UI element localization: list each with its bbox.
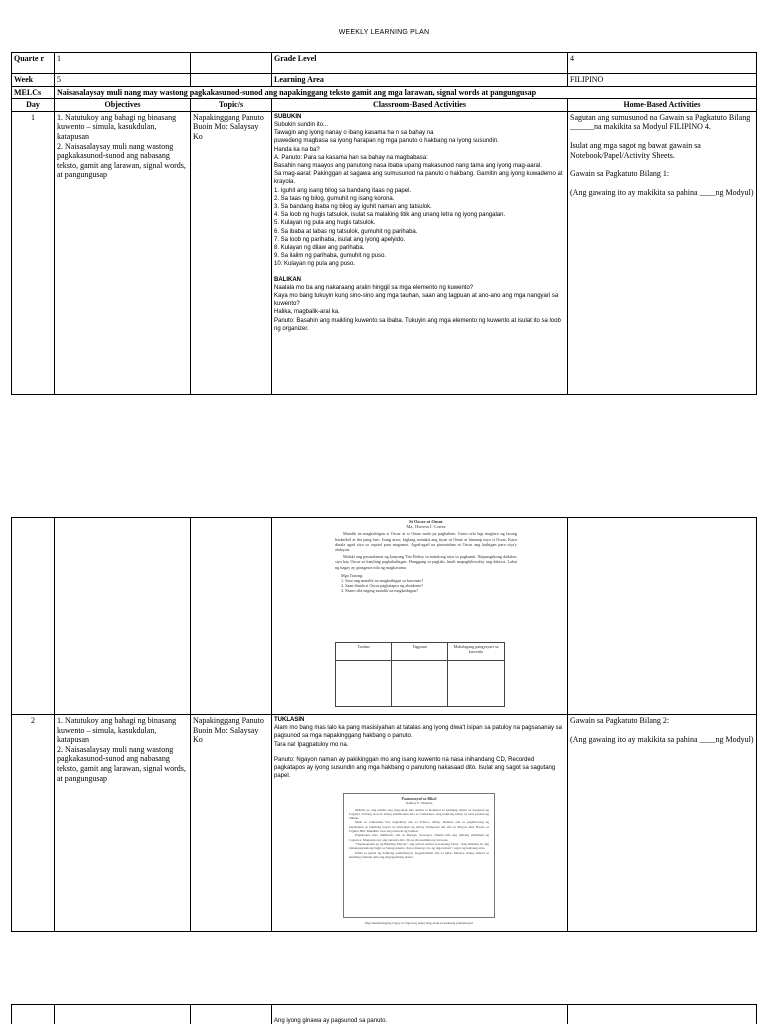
section-heading: TUKLASIN bbox=[274, 717, 305, 723]
story-image-si-oscar-at-omar bbox=[335, 519, 517, 714]
activity-line: Sa mag-aaral: Pakinggan at sagawa ang sumusunod na panuto o hakbang. Gamitin ang iyong kuwaderno at krayola. bbox=[274, 171, 563, 186]
activity-line: 8. Kulayan ng dilaw ang parihaba. bbox=[274, 245, 365, 252]
activity-line: Halika, magbalik-aral ka. bbox=[274, 309, 340, 316]
classroom-activities-cell: Ang iyong ginawa ay pagsunod sa panuto. bbox=[272, 1005, 568, 1024]
home-activity-item: (Ang gawaing ito ay makikita sa pahina ____ng Modyul) bbox=[570, 187, 754, 197]
column-header-topics: Topic/s bbox=[191, 99, 272, 112]
activity-line: 10. Kulayan ng pula ang puso. bbox=[274, 261, 356, 268]
activity-line: 7. Sa loob ng parihaba, isulat ang iyong apelyido. bbox=[274, 236, 406, 243]
story-author: Nakilay E. Muhalla bbox=[405, 801, 433, 806]
story-paragraph: Mabilis po ang umalis ang mag-anak nila Arthur at Romand sa kanilang bahay sa Lungsod ng Legazpi. Tatlong taon na silang naninirahan dito sa Camarines. Ang kanilang bahay ay nasa paanan ng bulkan. bbox=[349, 807, 489, 821]
learning-area-label: Learning Area bbox=[272, 74, 568, 87]
questions-label: Mga Tanong: bbox=[341, 572, 364, 578]
activity-line: 6. Sa ibaba at labas ng tatsulok, gumuhit ng parihaba. bbox=[274, 228, 418, 235]
story-title: Si Oscar at Omar bbox=[409, 519, 443, 524]
story-paragraph: Pagkatapos nito, dumiretso sila sa Daraga, Sorsogon. Nakita nila ang lumang simbahan ng Cagsawa. Maganda raw ang tanawin dito. Doon sila kumuha ng larawan. bbox=[349, 833, 489, 842]
week-value: 5 bbox=[55, 74, 191, 87]
classroom-activities-cell bbox=[272, 111, 568, 394]
question-item: 3. Paano sila naging matalik na magkaibigan? bbox=[341, 588, 418, 594]
activity-line: Basahin nang maayos ang panutong nasa ibaba upang makasunod nang tama ang iyong mag-aaral. bbox=[274, 163, 542, 169]
day-number: 2 bbox=[12, 715, 55, 932]
objectives-cell: 1. Natutukoy ang bahagi ng binasang kuwento – simula, kasukdulan, katapusan 2. Naisasalaysay muli nang wastong pagkakasunod-sunod ang nabasang teksto, gamit ang larawan, signal words, at pangungusap bbox=[55, 111, 191, 394]
activity-line: Panuto: Ngayon naman ay pakikinggan mo ang isang kuwento na nasa inihandang CD, Recorded pagkatapos ay iyong susundin ang mga hakbang o panutong nakasaad dito. Isulat ang sagot sa sagutang papel. bbox=[274, 756, 556, 780]
document-title: WEEKLY LEARNING PLAN bbox=[338, 29, 430, 36]
quarter-label: Quarte r bbox=[12, 53, 55, 74]
story-title: Paanonayul sa Bikol bbox=[401, 796, 437, 801]
weekly-plan-table-day3 bbox=[11, 1004, 757, 1024]
topic-cell: Napakinggang Panuto Buoin Mo: Salaysay Ko bbox=[191, 715, 272, 932]
grade-level-value: 4 bbox=[568, 53, 757, 74]
question-item: 2. Saan dinala si Oscar pagkatapos ng aksidente? bbox=[341, 583, 424, 589]
topic-cell: Napakinggang Panuto Buoin Mo: Salaysay Ko bbox=[191, 111, 272, 394]
objectives-cell: 1. Natutukoy ang bahagi ng binasang kuwento – simula, kasukdulan, katapusan 2. Naisasalaysay muli nang wastong pagkakasunod-sunod ang nabasang teksto, gamit ang larawan, signal words, at pangungusap bbox=[55, 715, 191, 932]
column-header-classroom: Classroom-Based Activities bbox=[272, 99, 568, 112]
section-heading: SUBUKIN bbox=[274, 113, 302, 120]
story-paragraph: Malaki ang pasasalamat ng kanyang Tito Boboy sa naitulong niya sa pagkamit. Naipangakong dadalaw siya kay Oscar sa kanilang pagkakaibigan. Hanggang sa paglaki, hindi mapaghihiwalay ang dalawa. Lahat ng bagay ay ginagawa nila ng magkasama. bbox=[335, 554, 517, 570]
activity-line: Kaya mo bang tukuyin kung sino-sino ang mga tauhan, saan ang tagpuan at ano-ano ang mga nangyari sa kuwento? bbox=[274, 293, 559, 308]
home-activity-item: Gawain sa Pagkatuto Bilang 2: bbox=[570, 716, 670, 725]
activity-line: Tawagin ang iyong nanay o ibang kasama ha n sa bahay na bbox=[274, 130, 434, 137]
week-label: Week bbox=[12, 74, 55, 87]
activity-line: puwedeng magbasa sa iyong harapan ng mga panuto o hakbang na iyong susundin. bbox=[274, 138, 499, 145]
column-header-day: Day bbox=[12, 99, 55, 112]
organizer-header: Mahalagang pangyayari sa kuwento bbox=[448, 643, 505, 661]
activity-line: Alam mo bang mas lalo ka pang masisiyahan at tatalas ang iyong diwa't isipan sa patuloy na pagsasanay sa pagsunod sa mga napakinggang hakbang o panuto. bbox=[274, 725, 562, 740]
activity-line: Tara na! Ipagpatuloy mo na. bbox=[274, 741, 349, 748]
story-paragraph: Matalik na magkaibigan si Oscar at si Omar mula pa pagkabata. Gusto nila lagi maglaro ng larong basketbol at iba pang laro. Isang araw, biglang sumakit ang tiyan ni Omar at hinanap niya si Oscar. Kaya dinala agad siya sa ospital para magamot. Agad-agad na pinuntahan ni Oscar ang kaibigan para siya'y alalayan. bbox=[335, 531, 517, 553]
activity-line: A. Panuto: Para sa kasama han sa bahay na magbabasa: bbox=[274, 154, 428, 161]
melcs-label: MELCs bbox=[12, 86, 55, 99]
day-number: 1 bbox=[12, 111, 55, 394]
story-caption: Mga mahahalagang bagay na dapat ng isang mag-anak sa kanilang pamamasyal bbox=[364, 921, 474, 925]
story-paragraph: Mula sa Camarines Sur, naglakbay sila sa Tabaco, Albay. Dumalo sila sa pagdiriwang ng kapistahan sa kanilang bayan sa lalawigan ng Albay. Pumasyal din sila sa Mayon Rest House sa Ligñon Hill. Makikita roon ang tanawin ng bulkan. bbox=[349, 820, 489, 834]
home-activities-cell bbox=[568, 715, 757, 932]
activity-line: Subukin sundin ito... bbox=[274, 121, 329, 128]
activity-line: Naalala mo ba ang nakaraang aralin hinggil sa mga elemento ng kuwento? bbox=[274, 284, 474, 291]
story-image-paanonayul-sa-bikol bbox=[343, 793, 495, 918]
activity-line: 1. Iguhit ang isang bilog sa bandang itaas ng papel. bbox=[274, 187, 412, 194]
home-activities-cell bbox=[568, 111, 757, 394]
section-heading: BALIKAN bbox=[274, 276, 301, 283]
home-activity-item: (Ang gawaing ito ay makikita sa pahina ____ng Modyul) bbox=[570, 734, 754, 744]
organizer-header: Tauhan bbox=[336, 643, 392, 661]
melcs-value: Naisasalaysay muli nang may wastong pagkakasunod-sunod ang napakinggang teksto gamit ang mga larawan, signal words at pangungusap bbox=[55, 86, 757, 99]
weekly-plan-table-day1 bbox=[11, 52, 757, 395]
story-paragraph: Dahil sa ganda ng kanilang pamamasyal, nagpasalamat sila sa lahat. Masaya silang umuwi sa kanilang tahanan dala ang magagandang alaala. bbox=[349, 850, 489, 859]
activity-line: Panuto: Basahin ang maikling kuwento sa ibaba. Tukuyin ang mga elemento ng kuwento at isulat ito sa loob ng organizer. bbox=[274, 317, 561, 332]
story-organizer-table bbox=[335, 642, 505, 707]
activity-line: 9. Sa ilalim ng parihaba, gumuhit ng puso. bbox=[274, 253, 387, 260]
column-header-objectives: Objectives bbox=[55, 99, 191, 112]
grade-level-label: Grade Level bbox=[272, 53, 568, 74]
learning-area-value: FILIPINO bbox=[568, 74, 757, 87]
home-activity-item: Isulat ang mga sagot ng bawat gawain sa Notebook/Papel/Activity Sheets. bbox=[570, 140, 701, 160]
quarter-value: 1 bbox=[55, 53, 191, 74]
home-activity-item: Gawain sa Pagkatuto Bilang 1: bbox=[570, 169, 670, 179]
story-paragraph: "Napakaganda po ng Bulkang Mayon", ang sabi ni Arthur sa kanyang Tatay. "Ang bulkang ito ang pinakaperpektong hugis sa buong mundo. Kaya dinarayo ito ng mga turista", sagot ng kanyang ama. bbox=[349, 841, 489, 851]
activity-line: 4. Sa loob ng hugis tatsulok, isulat sa malaking titik ang unang letra ng iyong pangalan. bbox=[274, 212, 506, 219]
spacer bbox=[274, 749, 565, 756]
question-item: 1. Sino ang matalik na magkaibigan sa kuwento? bbox=[341, 578, 424, 584]
organizer-header: Tagpuan bbox=[392, 643, 448, 661]
activity-line: Handa ka na ba? bbox=[274, 146, 320, 153]
activity-line: 5. Kulayan ng pula ang hugis tatsulok. bbox=[274, 220, 376, 227]
home-activity-item: Sagutan ang sumusunod na Gawain sa Pagkatuto Bilang ______na makikita sa Modyul FILIPINO 4. bbox=[570, 112, 751, 132]
story-author: Ma. Theresa I. Cortez bbox=[406, 524, 446, 530]
activity-line: 2. Sa taas ng bilog, gumuhit ng isang korona. bbox=[274, 195, 395, 202]
activity-line: 3. Sa bandang ibaba ng bilog ay iguhit naman ang tatsulok. bbox=[274, 204, 432, 211]
spacer bbox=[274, 269, 565, 276]
column-header-home: Home-Based Activities bbox=[568, 99, 757, 112]
